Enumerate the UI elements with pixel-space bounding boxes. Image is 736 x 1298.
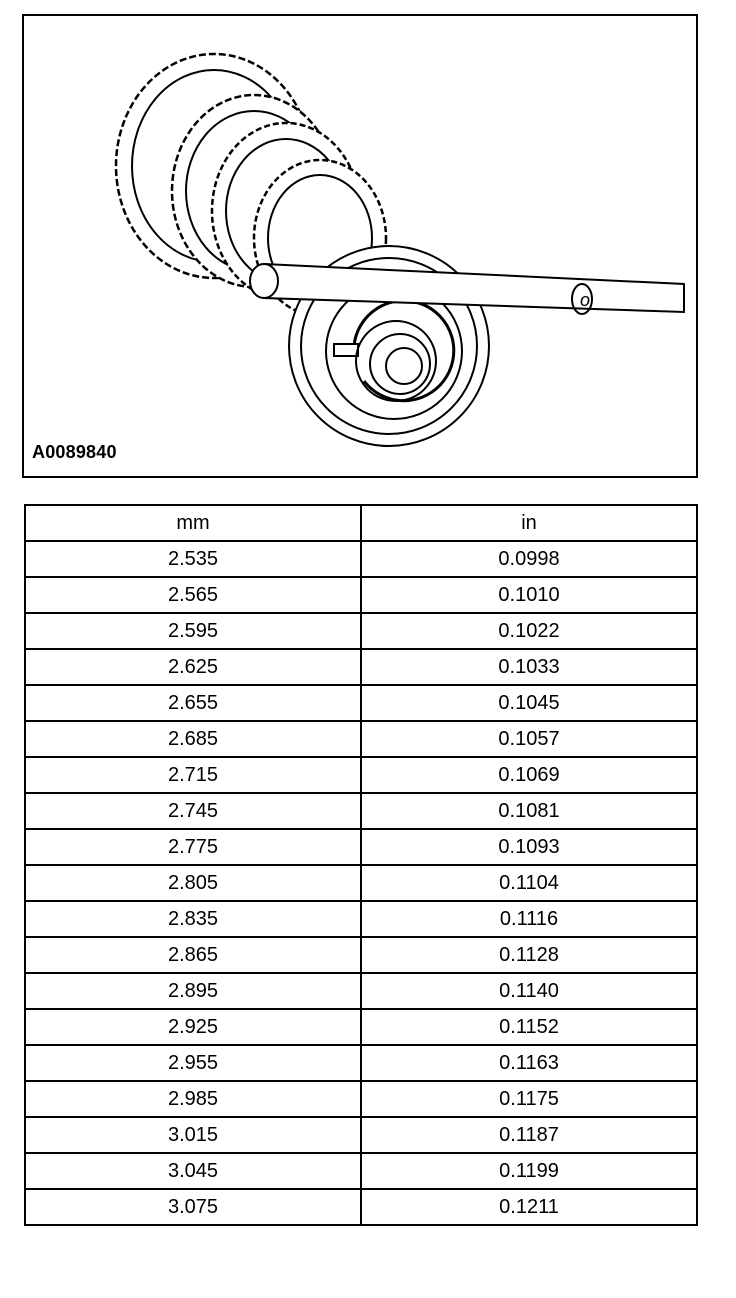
cell-mm: 2.775 [25,829,361,865]
table-row [25,793,697,829]
cell-mm: 2.835 [25,901,361,937]
table-row [25,1117,697,1153]
cell-in: 0.1211 [361,1189,697,1225]
table-row [25,685,697,721]
cell-mm: 2.985 [25,1081,361,1117]
cell-mm: 3.075 [25,1189,361,1225]
cell-in: 0.0998 [361,541,697,577]
cell-mm: 2.655 [25,685,361,721]
table-row [25,1153,697,1189]
cell-mm: 2.595 [25,613,361,649]
table-row [25,829,697,865]
cell-in: 0.1152 [361,1009,697,1045]
cell-mm: 2.535 [25,541,361,577]
cell-mm: 2.925 [25,1009,361,1045]
cell-in: 0.1163 [361,1045,697,1081]
cell-in: 0.1104 [361,865,697,901]
gear-shaft-with-tool-icon [24,16,696,476]
table-row [25,1081,697,1117]
figure-id-label: A0089840 [32,442,117,462]
table-row [25,721,697,757]
table-row [25,757,697,793]
cell-in: 0.1069 [361,757,697,793]
cell-in: 0.1187 [361,1117,697,1153]
table-row [25,973,697,1009]
cell-in: 0.1081 [361,793,697,829]
cell-mm: 2.865 [25,937,361,973]
cell-in: 0.1175 [361,1081,697,1117]
table-row [25,937,697,973]
cell-in: 0.1022 [361,613,697,649]
cell-in: 0.1140 [361,973,697,1009]
cell-mm: 2.565 [25,577,361,613]
svg-text:o: o [580,290,591,310]
cell-in: 0.1093 [361,829,697,865]
table-header-row [25,505,697,541]
cell-mm: 2.685 [25,721,361,757]
illustration-panel [22,14,698,478]
table-row [25,613,697,649]
cell-mm: 2.805 [25,865,361,901]
table-row [25,1045,697,1081]
table-row [25,1189,697,1225]
cell-mm: 2.895 [25,973,361,1009]
cell-in: 0.1045 [361,685,697,721]
table-row [25,1009,697,1045]
cell-in: 0.1128 [361,937,697,973]
cell-mm: 2.625 [25,649,361,685]
cell-in: 0.1010 [361,577,697,613]
cell-mm: 3.045 [25,1153,361,1189]
column-header-mm: mm [25,505,361,541]
column-header-in: in [361,505,697,541]
cell-mm: 2.745 [25,793,361,829]
table-row [25,865,697,901]
cell-in: 0.1057 [361,721,697,757]
cell-mm: 2.955 [25,1045,361,1081]
cell-in: 0.1116 [361,901,697,937]
cell-in: 0.1033 [361,649,697,685]
cell-mm: 2.715 [25,757,361,793]
cell-in: 0.1199 [361,1153,697,1189]
cell-mm: 3.015 [25,1117,361,1153]
table-row [25,541,697,577]
table-row [25,577,697,613]
conversion-table [24,504,698,1226]
table-row [25,901,697,937]
table-row [25,649,697,685]
